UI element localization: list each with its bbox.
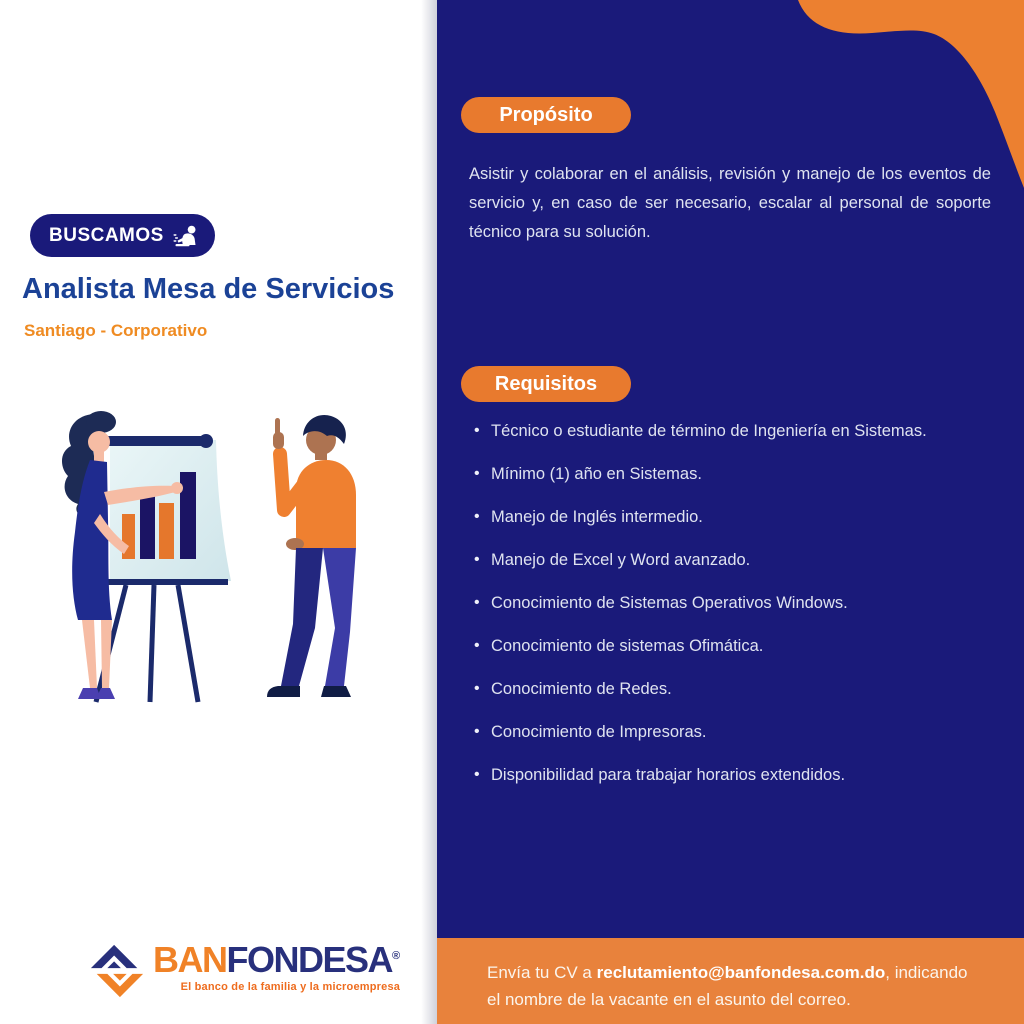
email-link[interactable]: reclutamiento@banfondesa.com.do: [596, 963, 886, 982]
job-location: Santiago - Corporativo: [24, 321, 208, 340]
column-divider-shadow: [421, 0, 437, 1024]
requisito-item: • Manejo de Excel y Word avanzado.: [469, 549, 931, 571]
logo-wordmark: BANFONDESA®: [153, 939, 401, 980]
requisito-item: • Conocimiento de Sistemas Operativos Windows.: [469, 592, 931, 614]
right-panel: [437, 0, 1024, 1024]
page-title: Analista Mesa de Servicios: [22, 273, 395, 305]
presentation-illustration: [38, 392, 398, 712]
banfondesa-diamond-icon: [88, 942, 146, 1000]
logo-tagline: El banco de la familia y la microempresa: [180, 981, 401, 993]
man-raising-hand: [267, 415, 356, 697]
proposito-heading: Propósito: [461, 97, 631, 133]
banfondesa-logo: [88, 939, 401, 1000]
requisitos-heading: Requisitos: [461, 366, 631, 402]
requisito-item: • Conocimiento de Redes.: [469, 678, 931, 700]
requisito-item: • Mínimo (1) año en Sistemas.: [469, 463, 931, 485]
cv-text-suffix: , indicando el nombre de la vacante en el asunto del correo.: [487, 963, 968, 1009]
left-panel: [0, 0, 437, 1024]
requisitos-list: [469, 420, 931, 807]
cv-footer-bar: [437, 938, 1024, 1024]
cv-text-prefix: Envía tu CV a: [487, 963, 597, 982]
requisito-item: • Manejo de Inglés intermedio.: [469, 506, 931, 528]
requisito-item: • Conocimiento de sistemas Ofimática.: [469, 635, 931, 657]
proposito-body: Asistir y colaborar en el análisis, revisión y manejo de los eventos de servicio y, en caso de ser necesario, escalar al personal de soporte técnico para su solución.: [469, 165, 991, 241]
requisito-item: • Técnico o estudiante de término de Ingeniería en Sistemas.: [469, 420, 931, 442]
requisito-item: • Disponibilidad para trabajar horarios extendidos.: [469, 764, 931, 786]
buscamos-label: BUSCAMOS: [49, 224, 164, 246]
cv-instructions: [487, 959, 975, 1013]
person-typing-icon: [173, 225, 199, 247]
requisito-item: • Conocimiento de Impresoras.: [469, 721, 931, 743]
buscamos-badge: [30, 214, 215, 257]
